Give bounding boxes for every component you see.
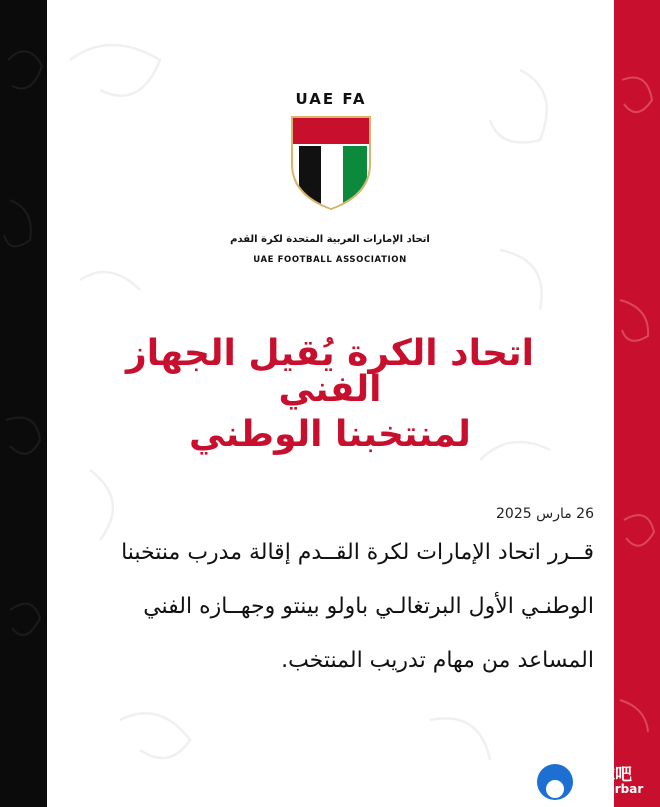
- article-date: 26 مارس 2025: [496, 506, 594, 522]
- logo-title: UAE FA: [295, 90, 367, 108]
- association-english-name: UAE FOOTBALL ASSOCIATION: [253, 255, 407, 265]
- article-line-3: المساعد من مهام تدريب المنتخب.: [281, 648, 594, 673]
- watermark-english: soccerbar: [577, 782, 644, 796]
- article-line-2: الوطنـي الأول البرتغالـي باولو بينتو وجهــازه الفني: [143, 594, 594, 619]
- soccerbar-watermark: [537, 758, 655, 802]
- watermark-chinese: 足球吧: [581, 765, 632, 785]
- right-red-border: [614, 0, 660, 807]
- article-line-1: قــرر اتحاد الإمارات لكرة القــدم إقالة مدرب منتخبنا: [121, 540, 594, 565]
- uae-fa-logo: [285, 90, 377, 214]
- headline-line-1: اتحاد الكرة يُقيل الجهاز الفني: [126, 333, 534, 410]
- left-black-border: [0, 0, 47, 807]
- association-arabic-name: اتحاد الإمارات العربية المتحدة لكرة القدم: [230, 234, 430, 245]
- headline-line-2: لمنتخبنا الوطني: [189, 414, 471, 455]
- soccerbar-ball-icon: [537, 764, 573, 800]
- uae-fa-shield-icon: [289, 114, 373, 210]
